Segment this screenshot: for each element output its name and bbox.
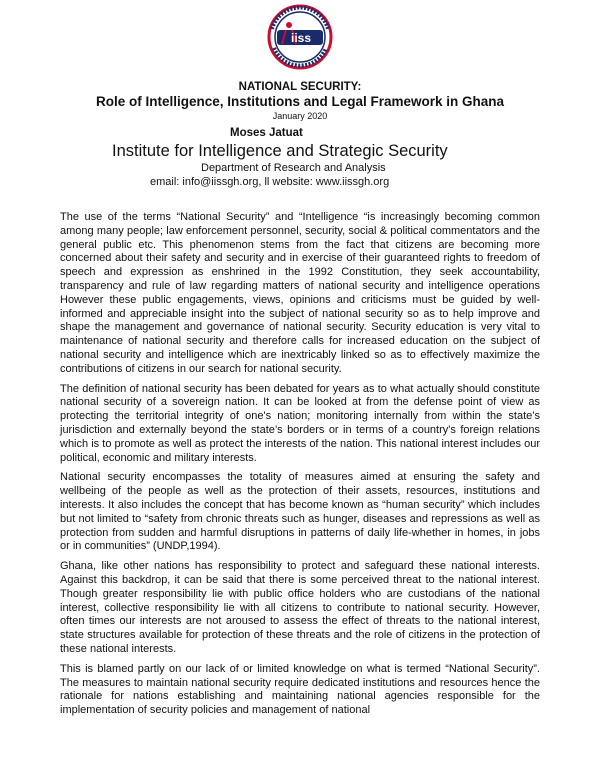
paragraph: This is blamed partly on our lack of or limited knowledge on what is termed “National Security”. The measures to maintain national security require dedicated institutions and resources hence the rationale for nations establishing and maintaining national agencies responsible for the implementation of security policies and management of national xyxy=(60,662,540,717)
document-title: Role of Intelligence, Institutions and Legal Framework in Ghana xyxy=(95,94,505,109)
paragraph: Ghana, like other nations has responsibility to protect and safeguard these national interests. Against this backdrop, it can be said that there is some perceived threat to the national interest. Though greater responsibility lie with public office holders who are custodians of the national interest, collective responsibility lie with all citizens to contribute to national security. However, often times our interests are not aroused to assess the effect of threats to the national interest, state structures available for protection of these threats and the role of citizens in the protection of these national interests. xyxy=(60,560,540,655)
author-department: Department of Research and Analysis xyxy=(201,162,386,174)
paragraph: National security encompasses the totality of measures aimed at ensuring the safety and wellbeing of the people as well as the protection of their assets, resources, institutions and interests. It also includes the concept that has become known as “human security” which includes but not limited to “safety from chronic threats such as hunger, diseases and repressions as well as protection from sudden and harmful disruptions in patterns of daily life-whether in homes, in jobs or in communities” (UNDP,1994). xyxy=(60,471,540,553)
author-contact: email: info@iissgh.org, ll website: www.iissgh.org xyxy=(150,176,390,188)
paragraph: The use of the terms “National Security” and “Intelligence “is increasingly becoming common among many people; law enforcement personnel, security, social & political commentators and the general public etc. This phenomenon stems from the fact that citizens are becoming more concerned about their safety and security and in exercise of their guaranteed rights to freedom of speech and expression as enshrined in the 1992 Constitution, they seek accountability, transparency and rule of law regarding matters of national security and intelligence operations However these public engagements, views, opinions and criticisms must be guided by well- informed and appreciable insight into the subject of national security so as to help improve and shape the management and governance of national security. Security education is very vital to maintenance of national security and therefore calls for increased education on the subject of national security and intelligence which are inextricably linked so as to effectively maximize the contributions of citizens in our search for national security. xyxy=(60,211,540,375)
document-date: January 2020 xyxy=(272,111,328,121)
logo-text: iiss xyxy=(290,31,312,45)
author-block xyxy=(112,126,512,189)
document-body xyxy=(60,211,540,724)
author-name: Moses Jatuat xyxy=(230,127,303,139)
iiss-logo xyxy=(260,4,340,70)
document-kicker: NATIONAL SECURITY: xyxy=(238,81,362,93)
author-institute: Institute for Intelligence and Strategic Security xyxy=(112,142,448,160)
paragraph: The definition of national security has been debated for years as to what actually should constitute national security of a sovereign nation. It can be looked at from the defense point of view as protecting the territorial integrity of one's nation; monitoring internally from within the state’s jurisdiction and externally beyond the state’s borders or in terms of a country's foreign relations which is to promote as well as protect the interests of the nation. This national interest includes our political, economic and military interests. xyxy=(60,382,540,464)
